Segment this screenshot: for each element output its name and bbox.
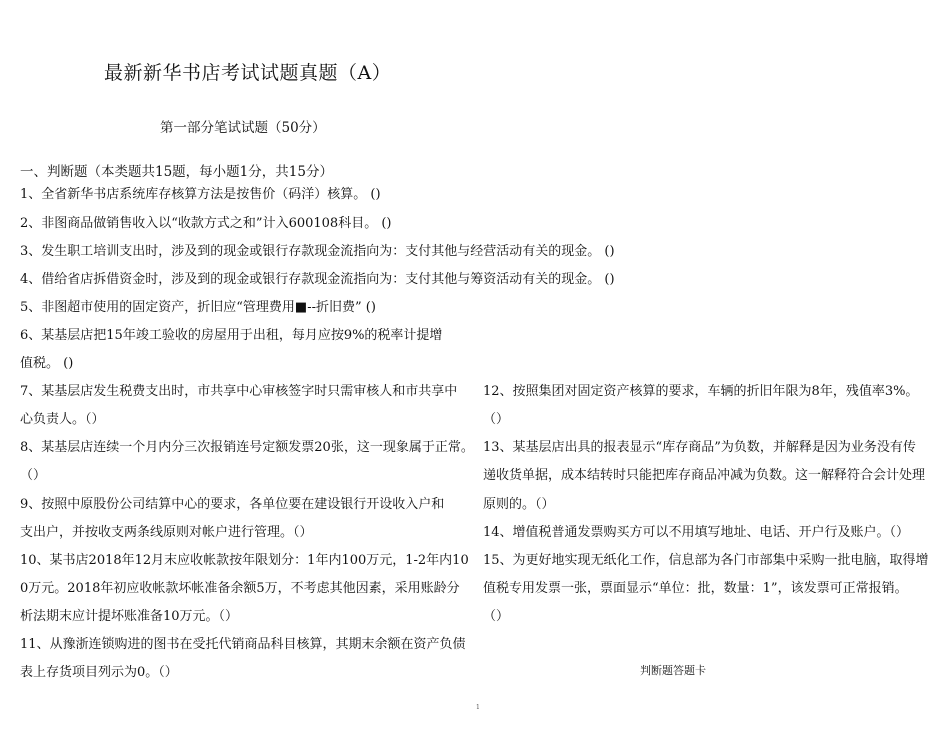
question-line: 原则的。（） [483,497,555,512]
question-line: 1、全省新华书店系统库存核算方法是按售价（码洋）核算。 () [20,187,381,202]
question-line: 9、按照中原股份公司结算中心的要求，各单位要在建设银行开设收入户和 [20,497,445,512]
question-line: （） [483,609,510,624]
question-line: （） [483,412,510,427]
question-line: 12、按照集团对固定资产核算的要求，车辆的折旧年限为8年，残值率3%。 [483,384,919,399]
question-line: 6、某基层店把15年竣工验收的房屋用于出租，每月应按9%的税率计提增 [20,328,443,343]
question-line: 表上存货项目列示为0。（） [20,665,178,680]
part-subtitle: 第一部分笔试试题（50分） [160,120,326,136]
question-line: 7、某基层店发生税费支出时，市共享中心审核签字时只需审核人和市共享中 [20,384,458,399]
question-line: 支出户，并按收支两条线原则对帐户进行管理。（） [20,525,313,540]
section-heading: 一、判断题（本类题共15题，每小题1分，共15分） [20,164,333,180]
question-line: 5、非图超市使用的固定资产，折旧应“管理费用■--折旧费” () [20,300,376,315]
question-line: 3、发生职工培训支出时，涉及到的现金或银行存款现金流指向为：支付其他与经营活动有关的现金。 () [20,244,615,259]
question-line: 10、某书店2018年12月末应收帐款按年限划分：1年内100万元，1-2年内10 [20,553,469,568]
question-line: （） [20,468,47,483]
question-line: 8、某基层店连续一个月内分三次报销连号定额发票20张，这一现象属于正常。 [20,440,474,455]
document-title: 最新新华书店考试试题真题（A） [104,62,392,84]
answer-card-label: 判断题答题卡 [640,664,706,677]
question-line: 15、为更好地实现无纸化工作，信息部为各门市部集中采购一批电脑，取得增 [483,553,929,568]
question-line: 13、某基层店出具的报表显示“库存商品”为负数，并解释是因为业务没有传 [483,440,916,455]
page-number: 1 [476,704,480,711]
question-line: 14、增值税普通发票购买方可以不用填写地址、电话、开户行及账户。（） [483,525,910,540]
question-line: 4、借给省店拆借资金时，涉及到的现金或银行存款现金流指向为：支付其他与筹资活动有关的现金。 () [20,272,615,287]
question-line: 值税。 () [20,356,74,371]
question-line: 值税专用发票一张，票面显示“单位：批，数量：1”，该发票可正常报销。 [483,581,908,596]
question-line: 0万元。2018年初应收帐款坏帐准备余额5万，不考虑其他因素，采用账龄分 [20,581,460,596]
question-line: 11、从豫浙连锁购进的图书在受托代销商品科目核算，其期末余额在资产负债 [20,637,466,652]
question-line: 递收货单据，成本结转时只能把库存商品冲减为负数。这一解释符合会计处理 [483,468,926,483]
question-line: 析法期末应计提坏账准备10万元。（） [20,609,239,624]
question-line: 心负责人。（） [20,412,105,427]
question-line: 2、非图商品做销售收入以“收款方式之和”计入600108科目。 () [20,216,392,231]
